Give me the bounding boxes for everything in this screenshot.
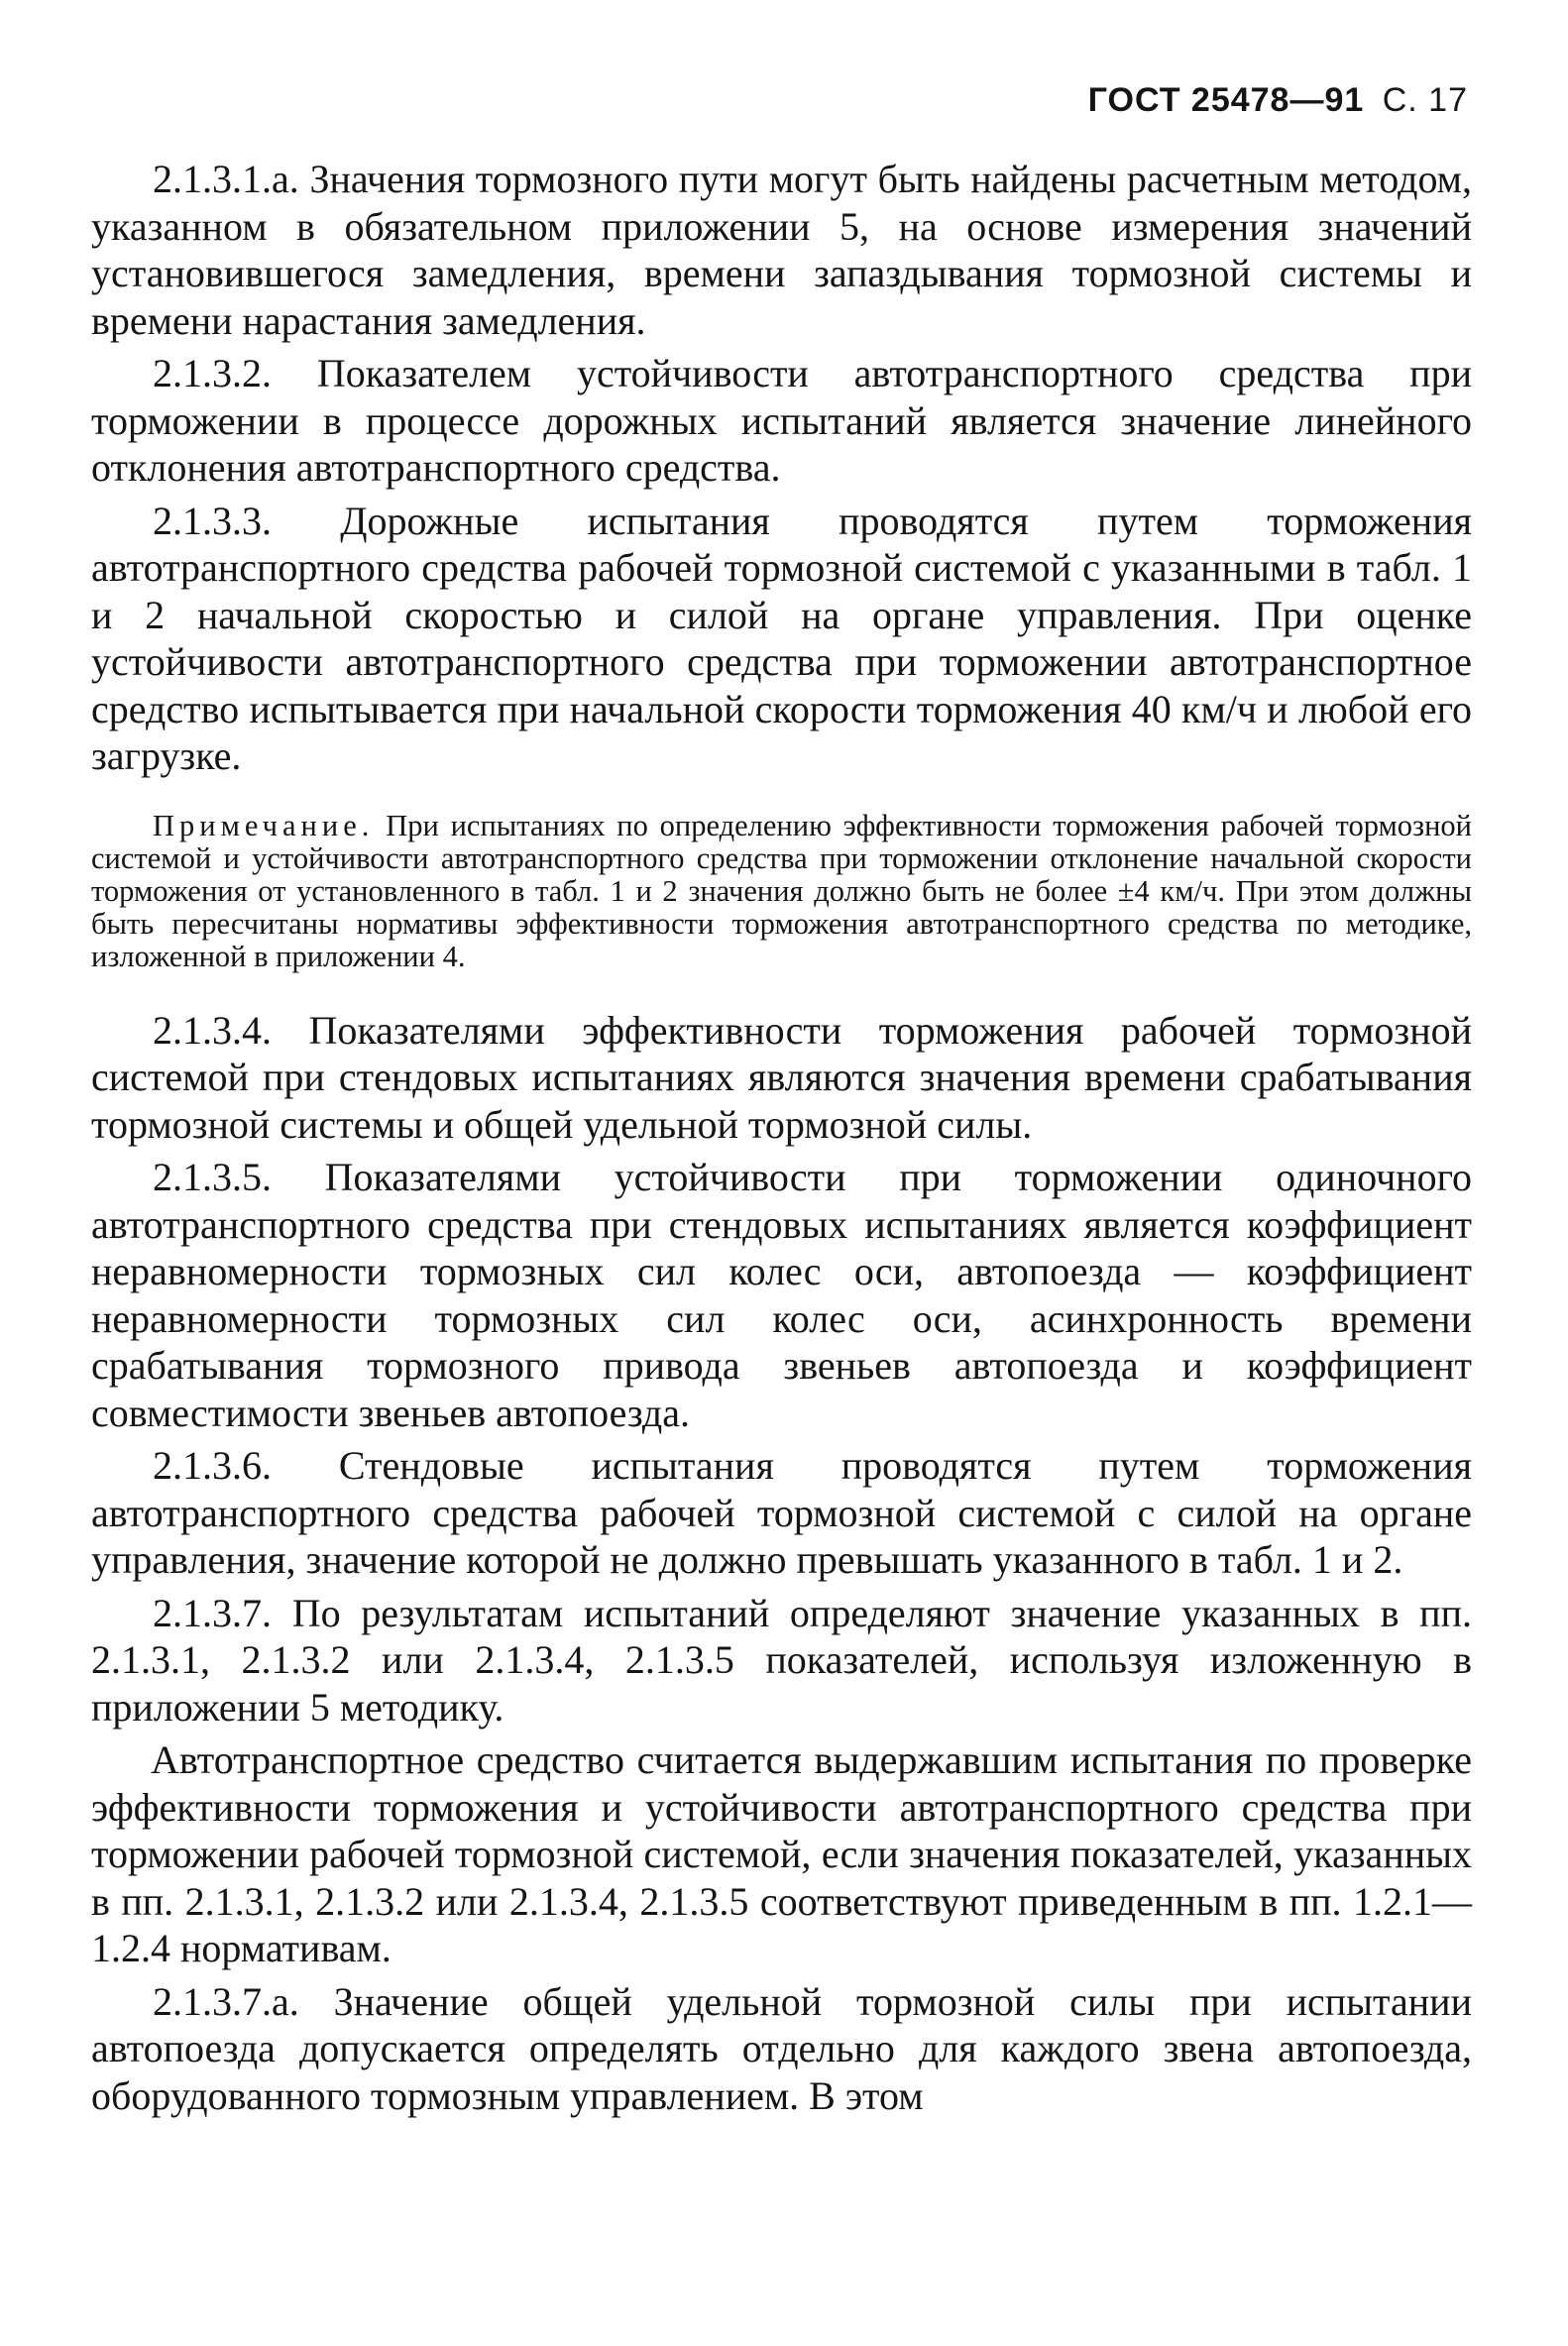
paragraph-2-1-3-1a: 2.1.3.1.а. Значения тормозного пути могут быть найдены расчетным методом, указанном в обязательном приложении 5, на основе измерения значений установившегося замедления, времени запаздывания тормозной системы и времени нарастания замедления.	[91, 157, 1472, 343]
paragraph-2-1-3-2: 2.1.3.2. Показателем устойчивости автотранспортного средства при торможении в процессе дорожных испытаний является значение линейного отклонения автотранспортного средства.	[91, 351, 1472, 490]
page-header	[91, 81, 1472, 120]
paragraph-2-1-3-4: 2.1.3.4. Показателями эффективности торможения рабочей тормозной системой при стендовых испытаниях являются значения времени срабатывания тормозной системы и общей удельной тормозной силы.	[91, 1007, 1472, 1147]
note-label: Примечание.	[153, 808, 375, 842]
standard-number: ГОСТ 25478—91	[1087, 81, 1365, 119]
paragraph-2-1-3-5: 2.1.3.5. Показателями устойчивости при торможении одиночного автотранспортного средства при стендовых испытаниях является коэффициент неравномерности тормозных сил колес оси, автопоезда — коэффициент неравномерности тормозных сил колес оси, асинхронность времени срабатывания тормозного привода звеньев автопоезда и коэффициент совместимости звеньев автопоезда.	[91, 1155, 1472, 1435]
paragraph-acceptance: Автотранспортное средство считается выдержавшим испытания по проверке эффективности торможения и устойчивости автотранспортного средства при торможении рабочей тормозной системой, если значения показателей, указанных в пп. 2.1.3.1, 2.1.3.2 или 2.1.3.4, 2.1.3.5 соответствуют приведенным в пп. 1.2.1—1.2.4 нормативам.	[91, 1737, 1472, 1970]
paragraph-2-1-3-3: 2.1.3.3. Дорожные испытания проводятся путем торможения автотранспортного средства рабочей тормозной системой с указанными в табл. 1 и 2 начальной скоростью и силой на органе управления. При оценке устойчивости автотранспортного средства при торможении автотранспортное средство испытывается при начальной скорости торможения 40 км/ч и любой его загрузке.	[91, 498, 1472, 778]
page-number: С. 17	[1382, 81, 1468, 119]
paragraph-2-1-3-7a: 2.1.3.7.а. Значение общей удельной тормозной силы при испытании автопоезда допускается определять отдельно для каждого звена автопоезда, оборудованного тормозным управлением. В этом	[91, 1978, 1472, 2118]
note-text: При испытаниях по определению эффективности торможения рабочей тормозной системой и устойчивости автотранспортного средства при торможении отклонение начальной скорости торможения от установленного в табл. 1 и 2 значения должно быть не более ±4 км/ч. При этом должны быть пересчитаны нормативы эффективности торможения автотранспортного средства по методике, изложенной в приложении 4.	[91, 808, 1472, 973]
document-page	[91, 81, 1472, 2125]
note	[91, 810, 1472, 973]
paragraph-2-1-3-6: 2.1.3.6. Стендовые испытания проводятся путем торможения автотранспортного средства рабочей тормозной системой с силой на органе управления, значение которой не должно превышать указанного в табл. 1 и 2.	[91, 1443, 1472, 1582]
paragraph-2-1-3-7: 2.1.3.7. По результатам испытаний определяют значение указанных в пп. 2.1.3.1, 2.1.3.2 или 2.1.3.4, 2.1.3.5 показателей, используя изложенную в приложении 5 методику.	[91, 1590, 1472, 1730]
